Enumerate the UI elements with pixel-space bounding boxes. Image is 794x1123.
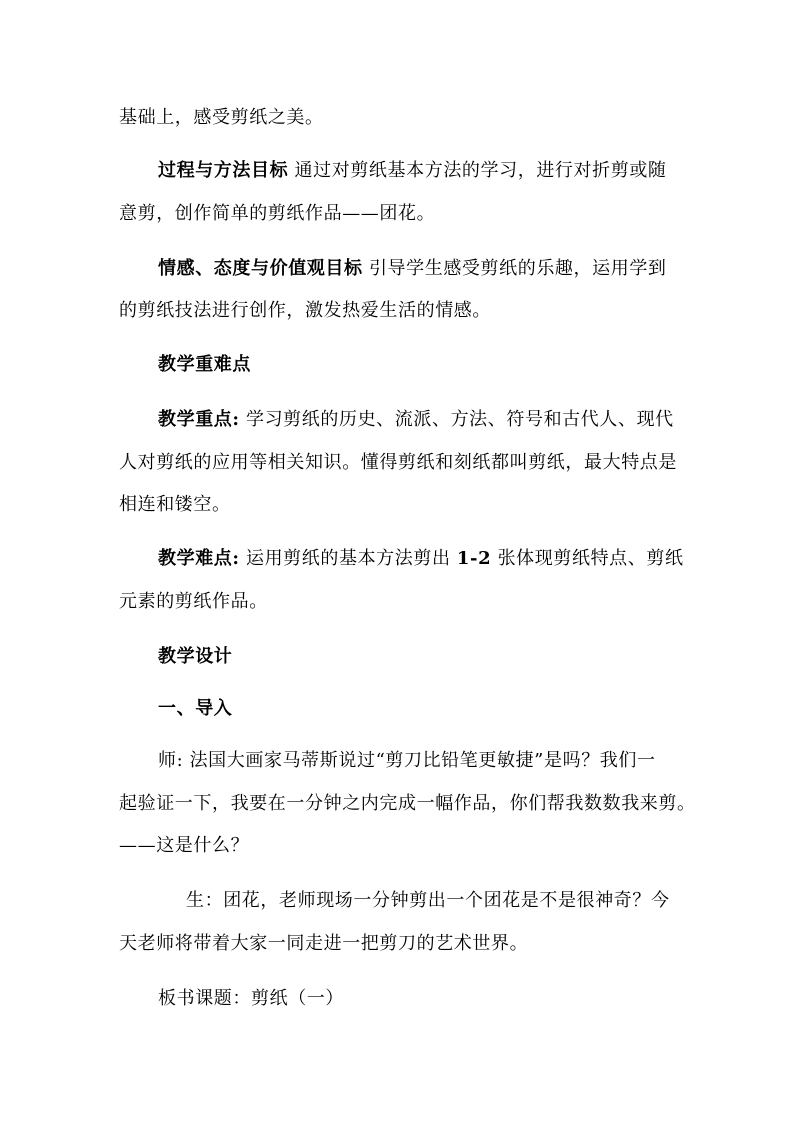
emotion-goal-text: 引导学生感受剪纸的乐趣，运用学到 xyxy=(368,258,667,279)
difficult-point-text-b: 张体现剪纸特点、剪纸 xyxy=(497,548,684,569)
teacher-text-3: ——这是什么？ xyxy=(119,835,250,856)
key-point-line-1 xyxy=(158,408,718,432)
teacher-line-3 xyxy=(119,834,679,858)
process-method-goal-line-1 xyxy=(158,159,718,183)
section-heading: 教学设计 xyxy=(158,646,233,667)
key-point-line-3 xyxy=(119,493,679,517)
student-text-1: 生：团花，老师现场一分钟剪出一个团花是不是很神奇？今 xyxy=(186,890,670,911)
board-title-text: 板书课题：剪纸（一） xyxy=(158,988,344,1009)
key-point-heading: 教学重点: xyxy=(158,409,240,430)
key-point-text-3: 相连和镂空。 xyxy=(119,494,231,515)
student-line-2 xyxy=(119,932,679,956)
key-point-text: 学习剪纸的历史、流派、方法、符号和古代人、现代 xyxy=(245,409,674,430)
difficult-point-line-2 xyxy=(119,590,679,614)
teacher-line-2 xyxy=(119,792,696,816)
emotion-goal-line-2 xyxy=(119,299,679,323)
student-line-1 xyxy=(186,889,746,913)
board-title-line xyxy=(158,987,718,1011)
key-point-line-2 xyxy=(119,451,679,475)
process-method-goal-line-2 xyxy=(119,202,679,226)
teacher-text-2: 起验证一下，我要在一分钟之内完成一幅作品，你们帮我数数我来剪。 xyxy=(119,793,696,814)
intro-heading xyxy=(158,697,718,721)
difficult-point-heading: 教学难点: xyxy=(158,548,240,569)
difficult-point-text-a: 运用剪纸的基本方法剪出 xyxy=(245,548,451,569)
paragraph-text: 基础上，感受剪纸之美。 xyxy=(119,107,324,128)
section-heading: 教学重难点 xyxy=(158,354,251,375)
key-difficult-points-heading xyxy=(158,353,718,377)
teacher-text-1: 师: 法国大画家马蒂斯说过“剪刀比铅笔更敏捷”是吗？我们一 xyxy=(158,750,656,771)
difficult-point-text-2: 元素的剪纸作品。 xyxy=(119,591,268,612)
process-method-goal-text: 通过对剪纸基本方法的学习，进行对折剪或随 xyxy=(294,160,667,181)
teaching-design-heading xyxy=(158,645,718,669)
emotion-goal-line-1 xyxy=(158,257,718,281)
difficult-point-line-1 xyxy=(158,547,718,571)
student-text-2: 天老师将带着大家一同走进一把剪刀的艺术世界。 xyxy=(119,933,529,954)
teacher-line-1 xyxy=(158,749,718,773)
emotion-goal-heading: 情感、态度与价值观目标 xyxy=(158,258,363,279)
process-method-goal-text-2: 意剪，创作简单的剪纸作品——团花。 xyxy=(119,203,436,224)
key-point-text-2: 人对剪纸的应用等相关知识。懂得剪纸和刻纸都叫剪纸，最大特点是 xyxy=(119,452,677,473)
section-heading: 一、导入 xyxy=(158,698,233,719)
emotion-goal-text-2: 的剪纸技法进行创作，激发热爱生活的情感。 xyxy=(119,300,491,321)
process-method-goal-heading: 过程与方法目标 xyxy=(158,160,289,181)
paragraph-continuation xyxy=(119,106,679,130)
difficult-point-number: 1-2 xyxy=(456,548,492,569)
